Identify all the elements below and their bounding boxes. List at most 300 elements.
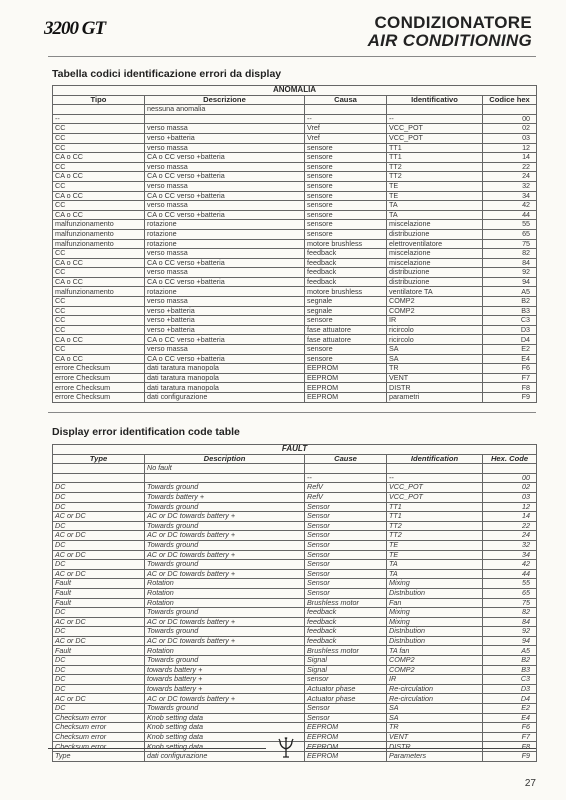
cell-hex-code: 44	[483, 210, 537, 220]
cell-hex-code: 32	[483, 540, 537, 550]
cell-identification: Re-circulation	[387, 694, 483, 704]
table-row	[53, 569, 537, 579]
cell-hex-code: 14	[483, 153, 537, 163]
cell-hex-code: 02	[483, 483, 537, 493]
cell-cause: feedback	[305, 617, 387, 627]
cell-hex-code: 22	[483, 162, 537, 172]
cell-description: rotazione	[145, 287, 305, 297]
cell-identification: DISTR	[387, 742, 483, 752]
cell-type: CA o CC	[53, 258, 145, 268]
cell-type	[53, 473, 145, 483]
cell-identification: DISTR	[387, 383, 483, 393]
cell-hex-code: 94	[483, 277, 537, 287]
cell-hex-code: 75	[483, 239, 537, 249]
cell-type: CC	[53, 143, 145, 153]
cell-description: CA o CC verso +batteria	[145, 191, 305, 201]
footer-rule-left	[48, 748, 266, 749]
cell-identification: distribuzione	[387, 268, 483, 278]
cell-cause: segnale	[305, 306, 387, 316]
cell-identification: Mixing	[387, 617, 483, 627]
table-row	[53, 502, 537, 512]
table-row	[53, 364, 537, 374]
cell-cause: sensore	[305, 345, 387, 355]
cell-identification: TE	[387, 191, 483, 201]
cell-cause: --	[305, 114, 387, 124]
table-row	[53, 277, 537, 287]
cell-identification: COMP2	[387, 306, 483, 316]
cell-description: Rotation	[145, 598, 305, 608]
cell-cause: Sensor	[305, 540, 387, 550]
cell-hex-code: 03	[483, 492, 537, 502]
cell-hex-code: E4	[483, 354, 537, 364]
column-header-description: Description	[145, 454, 305, 464]
cell-description: verso +batteria	[145, 325, 305, 335]
cell-identification: TR	[387, 364, 483, 374]
table-row	[53, 393, 537, 403]
cell-type: AC or DC	[53, 636, 145, 646]
cell-cause: sensore	[305, 201, 387, 211]
cell-type: CA o CC	[53, 172, 145, 182]
cell-cause: EEPROM	[305, 373, 387, 383]
cell-identification: elettroventilatore	[387, 239, 483, 249]
cell-description: verso massa	[145, 249, 305, 259]
cell-identification: ricircolo	[387, 335, 483, 345]
table-row	[53, 512, 537, 522]
cell-cause: Vref	[305, 124, 387, 134]
cell-hex-code: F8	[483, 383, 537, 393]
cell-type: CC	[53, 181, 145, 191]
cell-hex-code: D4	[483, 335, 537, 345]
cell-hex-code: 00	[483, 473, 537, 483]
table-row	[53, 287, 537, 297]
cell-identification: COMP2	[387, 665, 483, 675]
cell-type: AC or DC	[53, 617, 145, 627]
table-row	[53, 627, 537, 637]
cell-type: DC	[53, 665, 145, 675]
cell-description: rotazione	[145, 239, 305, 249]
cell-description	[145, 114, 305, 124]
cell-identification	[387, 105, 483, 115]
table-row	[53, 210, 537, 220]
table-row	[53, 124, 537, 134]
cell-type: CC	[53, 201, 145, 211]
cell-hex-code: 75	[483, 598, 537, 608]
cell-cause: EEPROM	[305, 723, 387, 733]
cell-description: towards battery +	[145, 684, 305, 694]
header-divider	[48, 56, 536, 57]
cell-description: verso massa	[145, 297, 305, 307]
cell-description: AC or DC towards battery +	[145, 512, 305, 522]
error-code-table-italian	[52, 85, 537, 403]
table-row	[53, 268, 537, 278]
table-row	[53, 201, 537, 211]
cell-description: verso massa	[145, 268, 305, 278]
cell-hex-code: 22	[483, 521, 537, 531]
cell-hex-code: 34	[483, 550, 537, 560]
cell-cause: segnale	[305, 297, 387, 307]
cell-cause: fase attuatore	[305, 335, 387, 345]
cell-identification: VCC_POT	[387, 133, 483, 143]
cell-identification: TA fan	[387, 646, 483, 656]
cell-cause	[305, 105, 387, 115]
cell-type: CC	[53, 306, 145, 316]
cell-cause: sensore	[305, 210, 387, 220]
cell-description: Knob setting data	[145, 742, 305, 752]
cell-type: DC	[53, 608, 145, 618]
cell-identification: VENT	[387, 732, 483, 742]
cell-type: malfunzionamento	[53, 229, 145, 239]
cell-identification: TT1	[387, 143, 483, 153]
cell-type: CC	[53, 316, 145, 326]
cell-cause: Sensor	[305, 550, 387, 560]
cell-cause: sensore	[305, 220, 387, 230]
column-header-type: Tipo	[53, 95, 145, 105]
cell-type: CA o CC	[53, 191, 145, 201]
table-row	[53, 588, 537, 598]
cell-type: CC	[53, 297, 145, 307]
cell-cause: sensore	[305, 143, 387, 153]
cell-hex-code: D4	[483, 694, 537, 704]
cell-type: AC or DC	[53, 550, 145, 560]
cell-description: No fault	[145, 464, 305, 474]
table-row	[53, 335, 537, 345]
cell-description: verso massa	[145, 162, 305, 172]
cell-hex-code: 82	[483, 249, 537, 259]
cell-type: Fault	[53, 598, 145, 608]
cell-cause: sensore	[305, 229, 387, 239]
table-row	[53, 258, 537, 268]
table-row	[53, 316, 537, 326]
cell-description: nessuna anomalia	[145, 105, 305, 115]
cell-type: Checksum error	[53, 742, 145, 752]
cell-description: towards battery +	[145, 675, 305, 685]
cell-hex-code: C3	[483, 316, 537, 326]
cell-cause: RefV	[305, 492, 387, 502]
cell-type: DC	[53, 656, 145, 666]
cell-type: CC	[53, 162, 145, 172]
cell-identification: VCC_POT	[387, 124, 483, 134]
cell-hex-code	[483, 464, 537, 474]
cell-hex-code: 92	[483, 268, 537, 278]
cell-hex-code: 42	[483, 201, 537, 211]
cell-identification: TR	[387, 723, 483, 733]
cell-type: CC	[53, 345, 145, 355]
cell-hex-code: 65	[483, 588, 537, 598]
cell-type: Checksum error	[53, 723, 145, 733]
cell-hex-code: D3	[483, 325, 537, 335]
section-title-english: Display error identification code table	[52, 426, 240, 438]
cell-type: DC	[53, 540, 145, 550]
cell-description: CA o CC verso +batteria	[145, 258, 305, 268]
table-row	[53, 560, 537, 570]
table-row	[53, 483, 537, 493]
cell-description: verso massa	[145, 345, 305, 355]
cell-description: AC or DC towards battery +	[145, 617, 305, 627]
cell-cause: Actuator phase	[305, 684, 387, 694]
cell-identification: IR	[387, 675, 483, 685]
cell-identification: miscelazione	[387, 249, 483, 259]
cell-description: Towards battery +	[145, 492, 305, 502]
cell-cause: EEPROM	[305, 364, 387, 374]
cell-type: CC	[53, 249, 145, 259]
cell-identification: TT2	[387, 172, 483, 182]
table-row	[53, 713, 537, 723]
table-row	[53, 694, 537, 704]
cell-identification: ricircolo	[387, 325, 483, 335]
cell-cause: feedback	[305, 249, 387, 259]
cell-type: errore Checksum	[53, 393, 145, 403]
cell-type: CA o CC	[53, 335, 145, 345]
cell-hex-code: 14	[483, 512, 537, 522]
cell-cause: Sensor	[305, 521, 387, 531]
cell-description: dati configurazione	[145, 393, 305, 403]
cell-type: CC	[53, 325, 145, 335]
cell-cause: feedback	[305, 277, 387, 287]
cell-identification: Distribution	[387, 588, 483, 598]
table-row	[53, 220, 537, 230]
cell-description: dati taratura manopola	[145, 364, 305, 374]
column-header-type: Type	[53, 454, 145, 464]
cell-identification: TA	[387, 210, 483, 220]
cell-cause: sensore	[305, 172, 387, 182]
cell-description: Towards ground	[145, 521, 305, 531]
cell-cause: Signal	[305, 665, 387, 675]
cell-identification: Distribution	[387, 627, 483, 637]
cell-identification: TE	[387, 550, 483, 560]
cell-identification: Re-circulation	[387, 684, 483, 694]
cell-identification: TT1	[387, 502, 483, 512]
cell-identification: COMP2	[387, 297, 483, 307]
cell-hex-code: 00	[483, 114, 537, 124]
cell-type: AC or DC	[53, 512, 145, 522]
cell-cause: Sensor	[305, 502, 387, 512]
cell-identification: TA	[387, 560, 483, 570]
cell-cause: feedback	[305, 268, 387, 278]
cell-cause: Vref	[305, 133, 387, 143]
cell-description: AC or DC towards battery +	[145, 636, 305, 646]
cell-type: CA o CC	[53, 153, 145, 163]
cell-cause: feedback	[305, 258, 387, 268]
cell-hex-code: 92	[483, 627, 537, 637]
cell-cause: fase attuatore	[305, 325, 387, 335]
cell-type: malfunzionamento	[53, 220, 145, 230]
table-caption: FAULT	[53, 445, 537, 455]
table-row	[53, 306, 537, 316]
cell-description: verso massa	[145, 201, 305, 211]
cell-type: errore Checksum	[53, 373, 145, 383]
table-row	[53, 684, 537, 694]
cell-type: AC or DC	[53, 569, 145, 579]
cell-hex-code: F7	[483, 373, 537, 383]
cell-type: CC	[53, 133, 145, 143]
cell-description: Towards ground	[145, 704, 305, 714]
cell-hex-code: 02	[483, 124, 537, 134]
cell-identification: TT1	[387, 512, 483, 522]
cell-identification: SA	[387, 345, 483, 355]
table-row	[53, 181, 537, 191]
table-row	[53, 675, 537, 685]
table-row	[53, 646, 537, 656]
cell-cause: EEPROM	[305, 383, 387, 393]
cell-description: verso massa	[145, 143, 305, 153]
cell-cause: RefV	[305, 483, 387, 493]
cell-type: malfunzionamento	[53, 287, 145, 297]
cell-description: Towards ground	[145, 608, 305, 618]
column-header-hex-code: Hex. Code	[483, 454, 537, 464]
cell-identification: TE	[387, 540, 483, 550]
cell-identification: TT1	[387, 153, 483, 163]
cell-description: verso massa	[145, 181, 305, 191]
cell-description: Rotation	[145, 588, 305, 598]
cell-cause: Brushless motor	[305, 646, 387, 656]
cell-identification	[387, 464, 483, 474]
cell-cause: EEPROM	[305, 393, 387, 403]
table-row	[53, 704, 537, 714]
cell-type	[53, 464, 145, 474]
cell-identification: TA	[387, 201, 483, 211]
cell-hex-code: B3	[483, 665, 537, 675]
cell-identification: SA	[387, 354, 483, 364]
cell-description: rotazione	[145, 229, 305, 239]
cell-cause: feedback	[305, 627, 387, 637]
table-row	[53, 464, 537, 474]
brand-logo: 3200 GT	[44, 18, 106, 39]
cell-hex-code: E4	[483, 713, 537, 723]
cell-description: Towards ground	[145, 627, 305, 637]
cell-description: verso +batteria	[145, 133, 305, 143]
cell-description: Towards ground	[145, 483, 305, 493]
cell-description: Knob setting data	[145, 713, 305, 723]
cell-type: CA o CC	[53, 354, 145, 364]
cell-description: Knob setting data	[145, 723, 305, 733]
cell-identification: TT2	[387, 531, 483, 541]
table-row	[53, 114, 537, 124]
cell-description: Rotation	[145, 646, 305, 656]
cell-cause: Sensor	[305, 569, 387, 579]
cell-description: AC or DC towards battery +	[145, 569, 305, 579]
cell-type	[53, 105, 145, 115]
cell-hex-code: F9	[483, 752, 537, 762]
cell-description: Knob setting data	[145, 732, 305, 742]
cell-cause: Brushless motor	[305, 598, 387, 608]
cell-type: AC or DC	[53, 531, 145, 541]
cell-description: CA o CC verso +batteria	[145, 277, 305, 287]
cell-identification: Mixing	[387, 579, 483, 589]
cell-hex-code: 55	[483, 579, 537, 589]
cell-cause: motore brushless	[305, 287, 387, 297]
cell-hex-code: A5	[483, 287, 537, 297]
table-row	[53, 665, 537, 675]
table-body	[53, 464, 537, 761]
cell-cause: sensore	[305, 162, 387, 172]
cell-identification: IR	[387, 316, 483, 326]
cell-cause: Signal	[305, 656, 387, 666]
trident-icon	[276, 737, 296, 759]
cell-hex-code: F7	[483, 732, 537, 742]
cell-description: CA o CC verso +batteria	[145, 335, 305, 345]
cell-description: CA o CC verso +batteria	[145, 210, 305, 220]
cell-type: DC	[53, 502, 145, 512]
cell-hex-code: E2	[483, 704, 537, 714]
cell-hex-code: 94	[483, 636, 537, 646]
page-number: 27	[524, 778, 536, 789]
table-row	[53, 153, 537, 163]
cell-hex-code: 82	[483, 608, 537, 618]
title-italian: CONDIZIONATORE	[374, 13, 532, 32]
cell-identification: SA	[387, 704, 483, 714]
cell-identification: TT2	[387, 521, 483, 531]
cell-identification: --	[387, 114, 483, 124]
cell-type: CA o CC	[53, 210, 145, 220]
cell-type: Checksum error	[53, 713, 145, 723]
table-row	[53, 105, 537, 115]
cell-identification: distribuzione	[387, 229, 483, 239]
cell-type: Fault	[53, 646, 145, 656]
cell-cause: Sensor	[305, 512, 387, 522]
cell-description: towards battery +	[145, 665, 305, 675]
cell-identification: distribuzione	[387, 277, 483, 287]
cell-type: AC or DC	[53, 694, 145, 704]
cell-cause: sensore	[305, 316, 387, 326]
column-header-cause: Causa	[305, 95, 387, 105]
table-caption: ANOMALIA	[53, 86, 537, 96]
cell-cause: feedback	[305, 608, 387, 618]
cell-description: Towards ground	[145, 656, 305, 666]
cell-description: Towards ground	[145, 560, 305, 570]
cell-identification: VCC_POT	[387, 483, 483, 493]
cell-type: DC	[53, 483, 145, 493]
cell-cause: Sensor	[305, 560, 387, 570]
cell-type: CC	[53, 268, 145, 278]
cell-identification: parametri	[387, 393, 483, 403]
cell-hex-code: 12	[483, 502, 537, 512]
table-row	[53, 249, 537, 259]
cell-cause: Sensor	[305, 579, 387, 589]
cell-hex-code: 03	[483, 133, 537, 143]
cell-description: AC or DC towards battery +	[145, 550, 305, 560]
cell-type: --	[53, 114, 145, 124]
cell-type: DC	[53, 560, 145, 570]
cell-description: Rotation	[145, 579, 305, 589]
cell-cause: --	[305, 473, 387, 483]
cell-cause: Actuator phase	[305, 694, 387, 704]
cell-hex-code: 34	[483, 191, 537, 201]
table-body	[53, 105, 537, 402]
table-row	[53, 579, 537, 589]
cell-identification: Fan	[387, 598, 483, 608]
cell-hex-code: 65	[483, 229, 537, 239]
cell-type: malfunzionamento	[53, 239, 145, 249]
cell-hex-code: 32	[483, 181, 537, 191]
table-row	[53, 383, 537, 393]
cell-identification: COMP2	[387, 656, 483, 666]
cell-hex-code: E2	[483, 345, 537, 355]
cell-identification: ventilatore TA	[387, 287, 483, 297]
column-header-cause: Cause	[305, 454, 387, 464]
cell-description: verso +batteria	[145, 306, 305, 316]
cell-type: errore Checksum	[53, 383, 145, 393]
cell-hex-code: 44	[483, 569, 537, 579]
cell-identification: TA	[387, 569, 483, 579]
cell-hex-code: 84	[483, 258, 537, 268]
cell-type: Fault	[53, 588, 145, 598]
cell-cause: sensore	[305, 191, 387, 201]
cell-identification: TT2	[387, 162, 483, 172]
page-header	[368, 14, 532, 50]
cell-description	[145, 473, 305, 483]
cell-description: CA o CC verso +batteria	[145, 354, 305, 364]
table-row	[53, 617, 537, 627]
